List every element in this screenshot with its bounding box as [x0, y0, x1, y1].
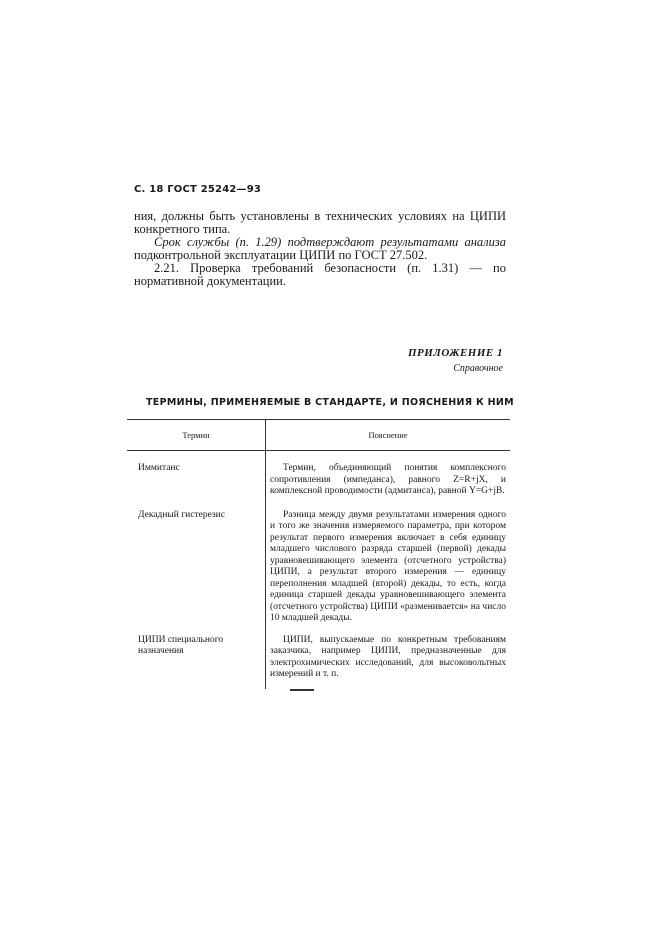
service-life-lead: Срок службы (п. 1.29) подтверждают результатами анализа [154, 235, 506, 249]
table-row [127, 625, 510, 681]
term-cell: Декадный гистерезис [138, 509, 225, 520]
explanation-cell: ЦИПИ, выпускаемые по конкретным требованиям заказчика, например ЦИПИ, предназначенные для электрохимических исследований, для высоковольтных измерений и т. п. [270, 634, 506, 679]
page-dash-mark [290, 689, 314, 691]
term-cell: ЦИПИ специального назначения [138, 634, 224, 656]
page-header: С. 18 ГОСТ 25242—93 [134, 184, 262, 195]
appendix-heading [408, 347, 503, 374]
section-title: ТЕРМИНЫ, ПРИМЕНЯЕМЫЕ В СТАНДАРТЕ, И ПОЯСНЕНИЯ К НИМ [146, 397, 514, 408]
table-row [127, 498, 510, 625]
column-header-term: Термин [182, 430, 210, 440]
explanation-cell: Разница между двумя результатами измерения одного и того же значения измеряемого параметра, при котором результат первого измерения включает в себя единицу младшего числового разряда старшей (первой) декады уравновешивающего элемента (отсчетного устройства) ЦИПИ, а результат второго измерения — единицу переполнения младшей (второй) декады, то есть, когда единица старшей декады уравновешивающего элемента (отсчетного устройства) ЦИПИ «разменивается» на число 10 младшей декады. [270, 509, 506, 623]
paragraph-service-life [134, 236, 506, 262]
table-header [127, 419, 510, 451]
body-text [134, 210, 506, 288]
paragraph-continuation: ния, должны быть установлены в технических условиях на ЦИПИ конкретного типа. [134, 209, 506, 236]
term-cell: Иммитанс [138, 463, 180, 473]
table-body [127, 451, 510, 681]
terms-table [127, 419, 510, 681]
table-row [127, 451, 510, 498]
appendix-title: ПРИЛОЖЕНИЕ 1 [407, 347, 503, 359]
appendix-subtitle: Справочное [453, 363, 503, 374]
column-header-explanation: Пояснение [265, 420, 510, 450]
explanation-cell: Термин, объединяющий понятия комплексного сопротивления (импеданса), равного Z=R+jX, и комплексной проводимости (адмитанса), равной Y=G+jB. [270, 463, 506, 496]
paragraph-safety: 2.21. Проверка требований безопасности (п. 1.31) — по нормативной документации. [134, 261, 506, 288]
service-life-rest: подконтрольной эксплуатации ЦИПИ по ГОСТ 27.502. [134, 248, 428, 262]
